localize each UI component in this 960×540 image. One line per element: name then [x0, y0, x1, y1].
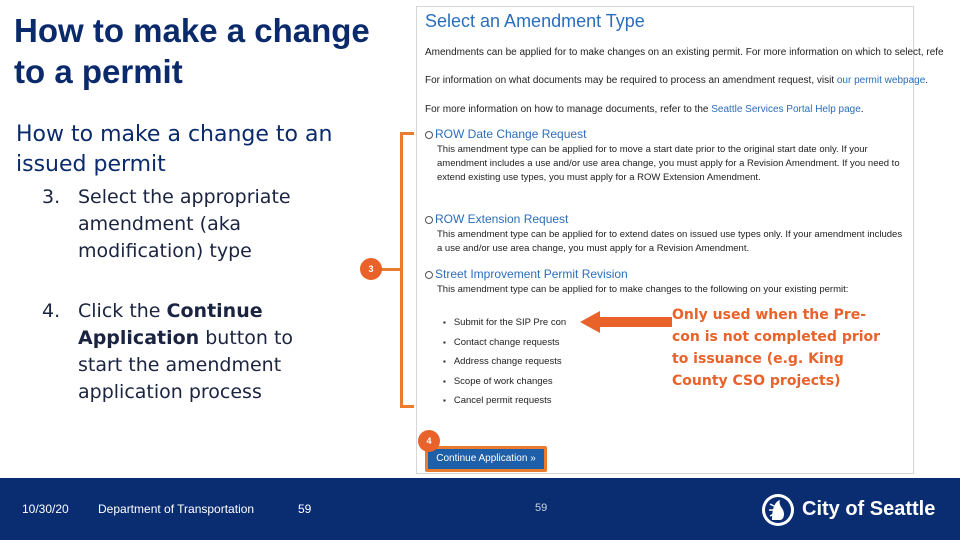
footer-department: Department of Transportation [98, 502, 255, 516]
step-3-text: Select the appropriate amendment (aka modification) type [78, 186, 291, 262]
list-item: ▪ Cancel permit requests [443, 395, 566, 415]
step-4-text-bold: Continue Application [78, 300, 263, 349]
radio-icon[interactable] [425, 216, 433, 224]
option-description: This amendment type can be applied for to move a start date prior to the original start date only. If your amendment includes a use and/or use area change, you must apply for a Revision Amendment. If you need to extend existing use types, you must apply for a ROW Extension Amendment. [437, 144, 900, 183]
panel-help-line [425, 104, 864, 115]
option-description: This amendment type can be applied for to extend dates on issued use types only. If your amendment includes a use and/or use area change, you must apply for a Revision Amendment. [437, 229, 903, 254]
step-3-badge: 3 [360, 258, 382, 280]
option-row-extension[interactable] [425, 212, 568, 226]
option-label: Street Improvement Permit Revision [435, 267, 628, 281]
logo-text: City of Seattle [802, 498, 936, 520]
left-arrow-icon [580, 311, 672, 333]
list-item: ▪ Submit for the SIP Pre con [443, 317, 566, 337]
step-4-badge: 4 [418, 430, 440, 452]
step-3-number: 3. [42, 186, 61, 208]
portal-help-link[interactable]: Seattle Services Portal Help page [711, 104, 861, 115]
step-4-text-after: button to start the amendment application process [78, 327, 294, 403]
list-item: ▪ Address change requests [443, 356, 566, 376]
help-line-text: For more information on how to manage documents, refer to the [425, 104, 712, 115]
option-label: ROW Date Change Request [435, 127, 587, 141]
step-3 [42, 184, 342, 274]
footer-date: 10/30/20 [22, 502, 69, 516]
option-label: ROW Extension Request [435, 212, 569, 226]
panel-title: Select an Amendment Type [425, 11, 645, 31]
slide-subtitle: How to make a change to an issued permit [16, 122, 333, 177]
bracket-pointer [380, 268, 402, 271]
option-row-date-change[interactable] [425, 127, 586, 141]
amendment-screenshot-panel [416, 6, 944, 474]
option-description: This amendment type can be applied for to make changes to the following on your existing permit: [437, 284, 849, 295]
radio-icon[interactable] [425, 131, 433, 139]
step-4-text [78, 298, 340, 406]
option-street-improvement-revision[interactable] [425, 267, 628, 281]
help-line-end: . [860, 104, 864, 115]
step-4-number: 4. [42, 300, 61, 322]
list-item: ▪ Scope of work changes [443, 376, 566, 396]
panel-documents-line [425, 75, 928, 86]
revision-bullet-list [443, 317, 566, 415]
footer-page-number: 59 [535, 502, 548, 514]
footer-number: 59 [298, 502, 312, 516]
options-bracket [400, 132, 414, 408]
precon-note: Only used when the Pre-con is not completed prior to issuance (e.g. King County CSO projects) [672, 307, 881, 389]
footer-bar [0, 478, 960, 540]
city-of-seattle-logo [760, 492, 950, 528]
step-4 [42, 298, 342, 410]
list-item: ▪ Contact change requests [443, 337, 566, 357]
panel-intro-line: Amendments can be applied for to make changes on an existing permit. For more information on which to select, refe [425, 47, 944, 58]
step-4-text-before: Click the [78, 300, 167, 322]
documents-line-end: . [925, 75, 929, 86]
continue-application-button[interactable]: Continue Application » [425, 446, 547, 472]
documents-line-text: For information on what documents may be required to process an amendment request, visit [425, 75, 837, 86]
slide-title: How to make a change to a permit [14, 12, 370, 90]
radio-icon[interactable] [425, 271, 433, 279]
seattle-seal-icon [760, 492, 796, 528]
permit-webpage-link[interactable]: our permit webpage [836, 75, 926, 86]
